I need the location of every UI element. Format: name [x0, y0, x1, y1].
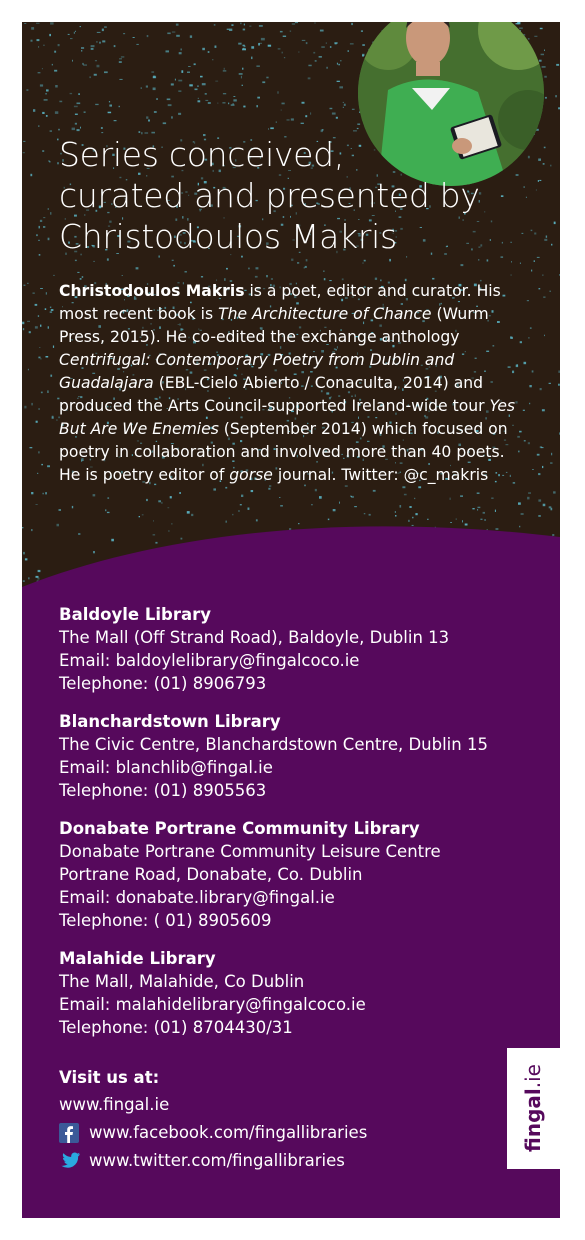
website-link[interactable]: www.fingal.ie	[59, 1095, 170, 1114]
bio-name: Christodoulos Makris	[59, 282, 245, 300]
series-heading	[59, 134, 539, 257]
twitter-link[interactable]: www.twitter.com/fingallibraries	[89, 1151, 345, 1170]
bio-anthology-title: Centrifugal: Contemporary Poetry from Dublin and Guadalajara	[59, 351, 455, 392]
library-name: Baldoyle Library	[59, 605, 212, 624]
flyer-panel	[22, 22, 560, 1218]
library-address: Donabate Portrane Community Leisure Centre	[59, 842, 441, 861]
facebook-row[interactable]	[59, 1119, 367, 1147]
library-list	[59, 603, 539, 1054]
bio-text-2: (Wurm Press, 2015). He co-edited the exchange anthology	[59, 305, 489, 346]
library-address: The Mall, Malahide, Co Dublin	[59, 972, 305, 991]
library-name: Donabate Portrane Community Library	[59, 819, 420, 838]
library-baldoyle	[59, 603, 539, 695]
library-name: Blanchardstown Library	[59, 712, 281, 731]
library-email: Email: malahidelibrary@fingalcoco.ie	[59, 995, 366, 1014]
fingal-logo	[507, 1048, 560, 1169]
curator-bio	[59, 280, 529, 487]
library-address: The Mall (Off Strand Road), Baldoyle, Dublin 13	[59, 628, 450, 647]
library-telephone: Telephone: ( 01) 8905609	[59, 911, 272, 930]
facebook-link[interactable]: www.facebook.com/fingallibraries	[89, 1123, 368, 1142]
logo-text	[521, 1064, 545, 1152]
library-name: Malahide Library	[59, 949, 216, 968]
library-telephone: Telephone: (01) 8905563	[59, 781, 267, 800]
library-blanchardstown	[59, 710, 539, 802]
twitter-bird-icon	[59, 1151, 79, 1171]
bio-text-5: journal. Twitter: @c_makris	[272, 466, 489, 484]
facebook-icon	[59, 1123, 79, 1143]
bio-text-1: is a poet, editor and curator. His most recent book is	[59, 282, 501, 323]
logo-bold: fingal	[521, 1088, 545, 1152]
bio-journal-title: gorse	[229, 466, 273, 484]
library-address-line-2: Portrane Road, Donabate, Co. Dublin	[59, 865, 363, 884]
library-email: Email: blanchlib@fingal.ie	[59, 758, 273, 777]
library-address: The Civic Centre, Blanchardstown Centre, Dublin 15	[59, 735, 488, 754]
library-donabate	[59, 817, 539, 932]
visit-section	[59, 1065, 367, 1175]
library-email: Email: baldoylelibrary@fingalcoco.ie	[59, 651, 360, 670]
bio-tour-title: Yes But Are We Enemies	[59, 397, 516, 438]
bio-text-3: (EBL-Cielo Abierto / Conaculta, 2014) and produced the Arts Council-supported Ireland-wide tour	[59, 374, 490, 415]
heading-line-2: curated and presented by	[59, 176, 480, 215]
logo-light: .ie	[521, 1064, 545, 1089]
library-telephone: Telephone: (01) 8704430/31	[59, 1018, 293, 1037]
heading-line-3: Christodoulos Makris	[59, 217, 397, 256]
library-email: Email: donabate.library@fingal.ie	[59, 888, 335, 907]
bio-book-title: The Architecture of Chance	[218, 305, 432, 323]
visit-label: Visit us at:	[59, 1068, 160, 1087]
bio-text-4: (September 2014) which focused on poetry in collaboration and involved more than 40 poets. He is poetry editor of	[59, 420, 508, 484]
library-malahide	[59, 947, 539, 1039]
library-telephone: Telephone: (01) 8906793	[59, 674, 267, 693]
twitter-row[interactable]	[59, 1147, 367, 1175]
heading-line-1: Series conceived,	[59, 135, 345, 174]
